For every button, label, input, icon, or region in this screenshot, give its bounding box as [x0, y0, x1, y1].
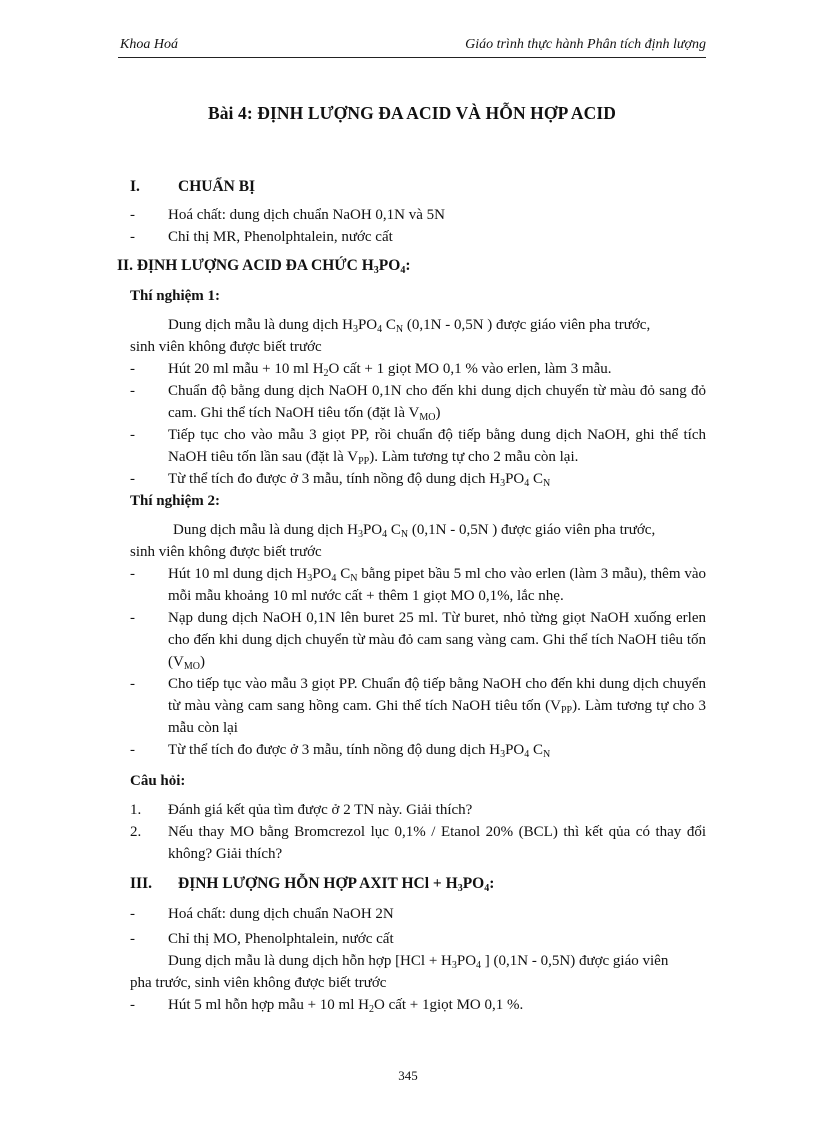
- list-item: - Chỉ thị MR, Phenolphtalein, nước cất: [130, 229, 393, 245]
- list-item: - Từ thể tích đo được ở 3 mẫu, tính nồng độ dung dịch $H_3PO_4$ $C_N$: [130, 471, 551, 489]
- list-item: - Hút 10 ml dung dịch $H_3PO_4$ $C_N$ bằng pipet bầu 5 ml cho vào erlen (làm 3 mẫu), thêm vào mỗi mẫu khoảng 10 ml nước cất + thêm 1 giọt MO 0,1%, lắc nhẹ.: [130, 566, 706, 604]
- list-item: - Chuẩn độ bằng dung dịch NaOH 0,1N cho đến khi dung dịch chuyển từ màu đỏ sang đỏ cam. Ghi thể tích NaOH tiêu tốn (đặt là $V_{MO}$): [130, 383, 706, 423]
- paragraph: sinh viên không được biết trước: [130, 339, 322, 355]
- list-item: 2. Nếu thay MO bằng Bromcrezol lục 0,1% / Etanol 20% (BCL) thì kết qủa có thay đổi không? Giải thích?: [130, 824, 706, 862]
- questions-heading: Câu hỏi:: [130, 773, 186, 789]
- page-title: Bài 4: ĐỊNH LƯỢNG ĐA ACID VÀ HỖN HỢP ACID: [207, 103, 617, 123]
- header-right: Giáo trình thực hành Phân tích định lượng: [465, 37, 706, 52]
- section-1-title: CHUẨN BỊ: [178, 178, 256, 195]
- header-rule: [118, 57, 706, 58]
- list-item: - Hút 20 ml mẫu + 10 ml $H_2O$ cất + 1 giọt MO 0,1 % vào erlen, làm 3 mẫu.: [130, 361, 612, 379]
- list-item: - Hoá chất: dung dịch chuẩn NaOH 0,1N và 5N: [130, 207, 446, 223]
- list-item: - Nạp dung dịch NaOH 0,1N lên buret 25 ml. Từ buret, nhỏ từng giọt NaOH xuống erlen cho đến khi dung dịch chuyển từ màu đỏ cam sang vàng cam. Ghi thể tích NaOH tiêu tốn $(V_{MO})$: [130, 610, 706, 672]
- section-2-heading: II. ĐỊNH LƯỢNG ACID ĐA CHỨC $H_3PO_4$:: [117, 257, 411, 276]
- section-1-heading: [130, 176, 706, 198]
- experiment-2-heading: Thí nghiệm 2:: [130, 493, 221, 509]
- paragraph: Dung dịch mẫu là dung dịch hỗn hợp [$HCl + H_3PO_4$ ] (0,1N - 0,5N) được giáo viên: [168, 953, 669, 971]
- paragraph: sinh viên không được biết trước: [130, 544, 322, 560]
- list-item: - Tiếp tục cho vào mẫu 3 giọt PP, rồi chuẩn độ tiếp bằng dung dịch NaOH, ghi thể tích NaOH tiêu tốn lần sau (đặt là $V_{PP}$). Làm tương tự cho 2 mẫu còn lại.: [130, 427, 706, 467]
- header-left: Khoa Hoá: [120, 37, 178, 52]
- list-item: - Hoá chất: dung dịch chuẩn NaOH 2N: [130, 906, 394, 922]
- list-item: - Từ thể tích đo được ở 3 mẫu, tính nồng độ dung dịch $H_3PO_4$ $C_N$: [130, 742, 551, 760]
- section-3-heading: III. ĐỊNH LƯỢNG HỖN HỢP AXIT HCl + $H_3PO_4$:: [130, 875, 495, 894]
- paragraph: pha trước, sinh viên không được biết trước: [130, 975, 387, 991]
- section-1-number: I.: [130, 178, 140, 195]
- list-item: - Chỉ thị MO, Phenolphtalein, nước cất: [130, 931, 394, 947]
- document-body: [117, 176, 706, 1016]
- list-item: - Cho tiếp tục vào mẫu 3 giọt PP. Chuẩn độ tiếp bằng NaOH cho đến khi dung dịch chuyển từ màu vàng cam sang hồng cam. Ghi thể tích NaOH tiêu tốn $(V_{PP})$. Làm tương tự cho 3 mẫu còn lại: [130, 676, 706, 736]
- list-item: - Hút 5 ml hỗn hợp mẫu + 10 ml $H_2O$ cất + 1giọt MO 0,1 %.: [130, 997, 524, 1015]
- list-item: 1. Đánh giá kết qủa tìm được ở 2 TN này. Giải thích?: [130, 802, 473, 818]
- paragraph: Dung dịch mẫu là dung dịch $H_3PO_4$ $C_N$ (0,1N - 0,5N ) được giáo viên pha trước,: [173, 522, 656, 540]
- experiment-1-heading: Thí nghiệm 1:: [130, 288, 221, 304]
- page-number: 345: [398, 1068, 418, 1083]
- paragraph: Dung dịch mẫu là dung dịch $H_3PO_4$ $C_N$ (0,1N - 0,5N ) được giáo viên pha trước,: [168, 317, 651, 335]
